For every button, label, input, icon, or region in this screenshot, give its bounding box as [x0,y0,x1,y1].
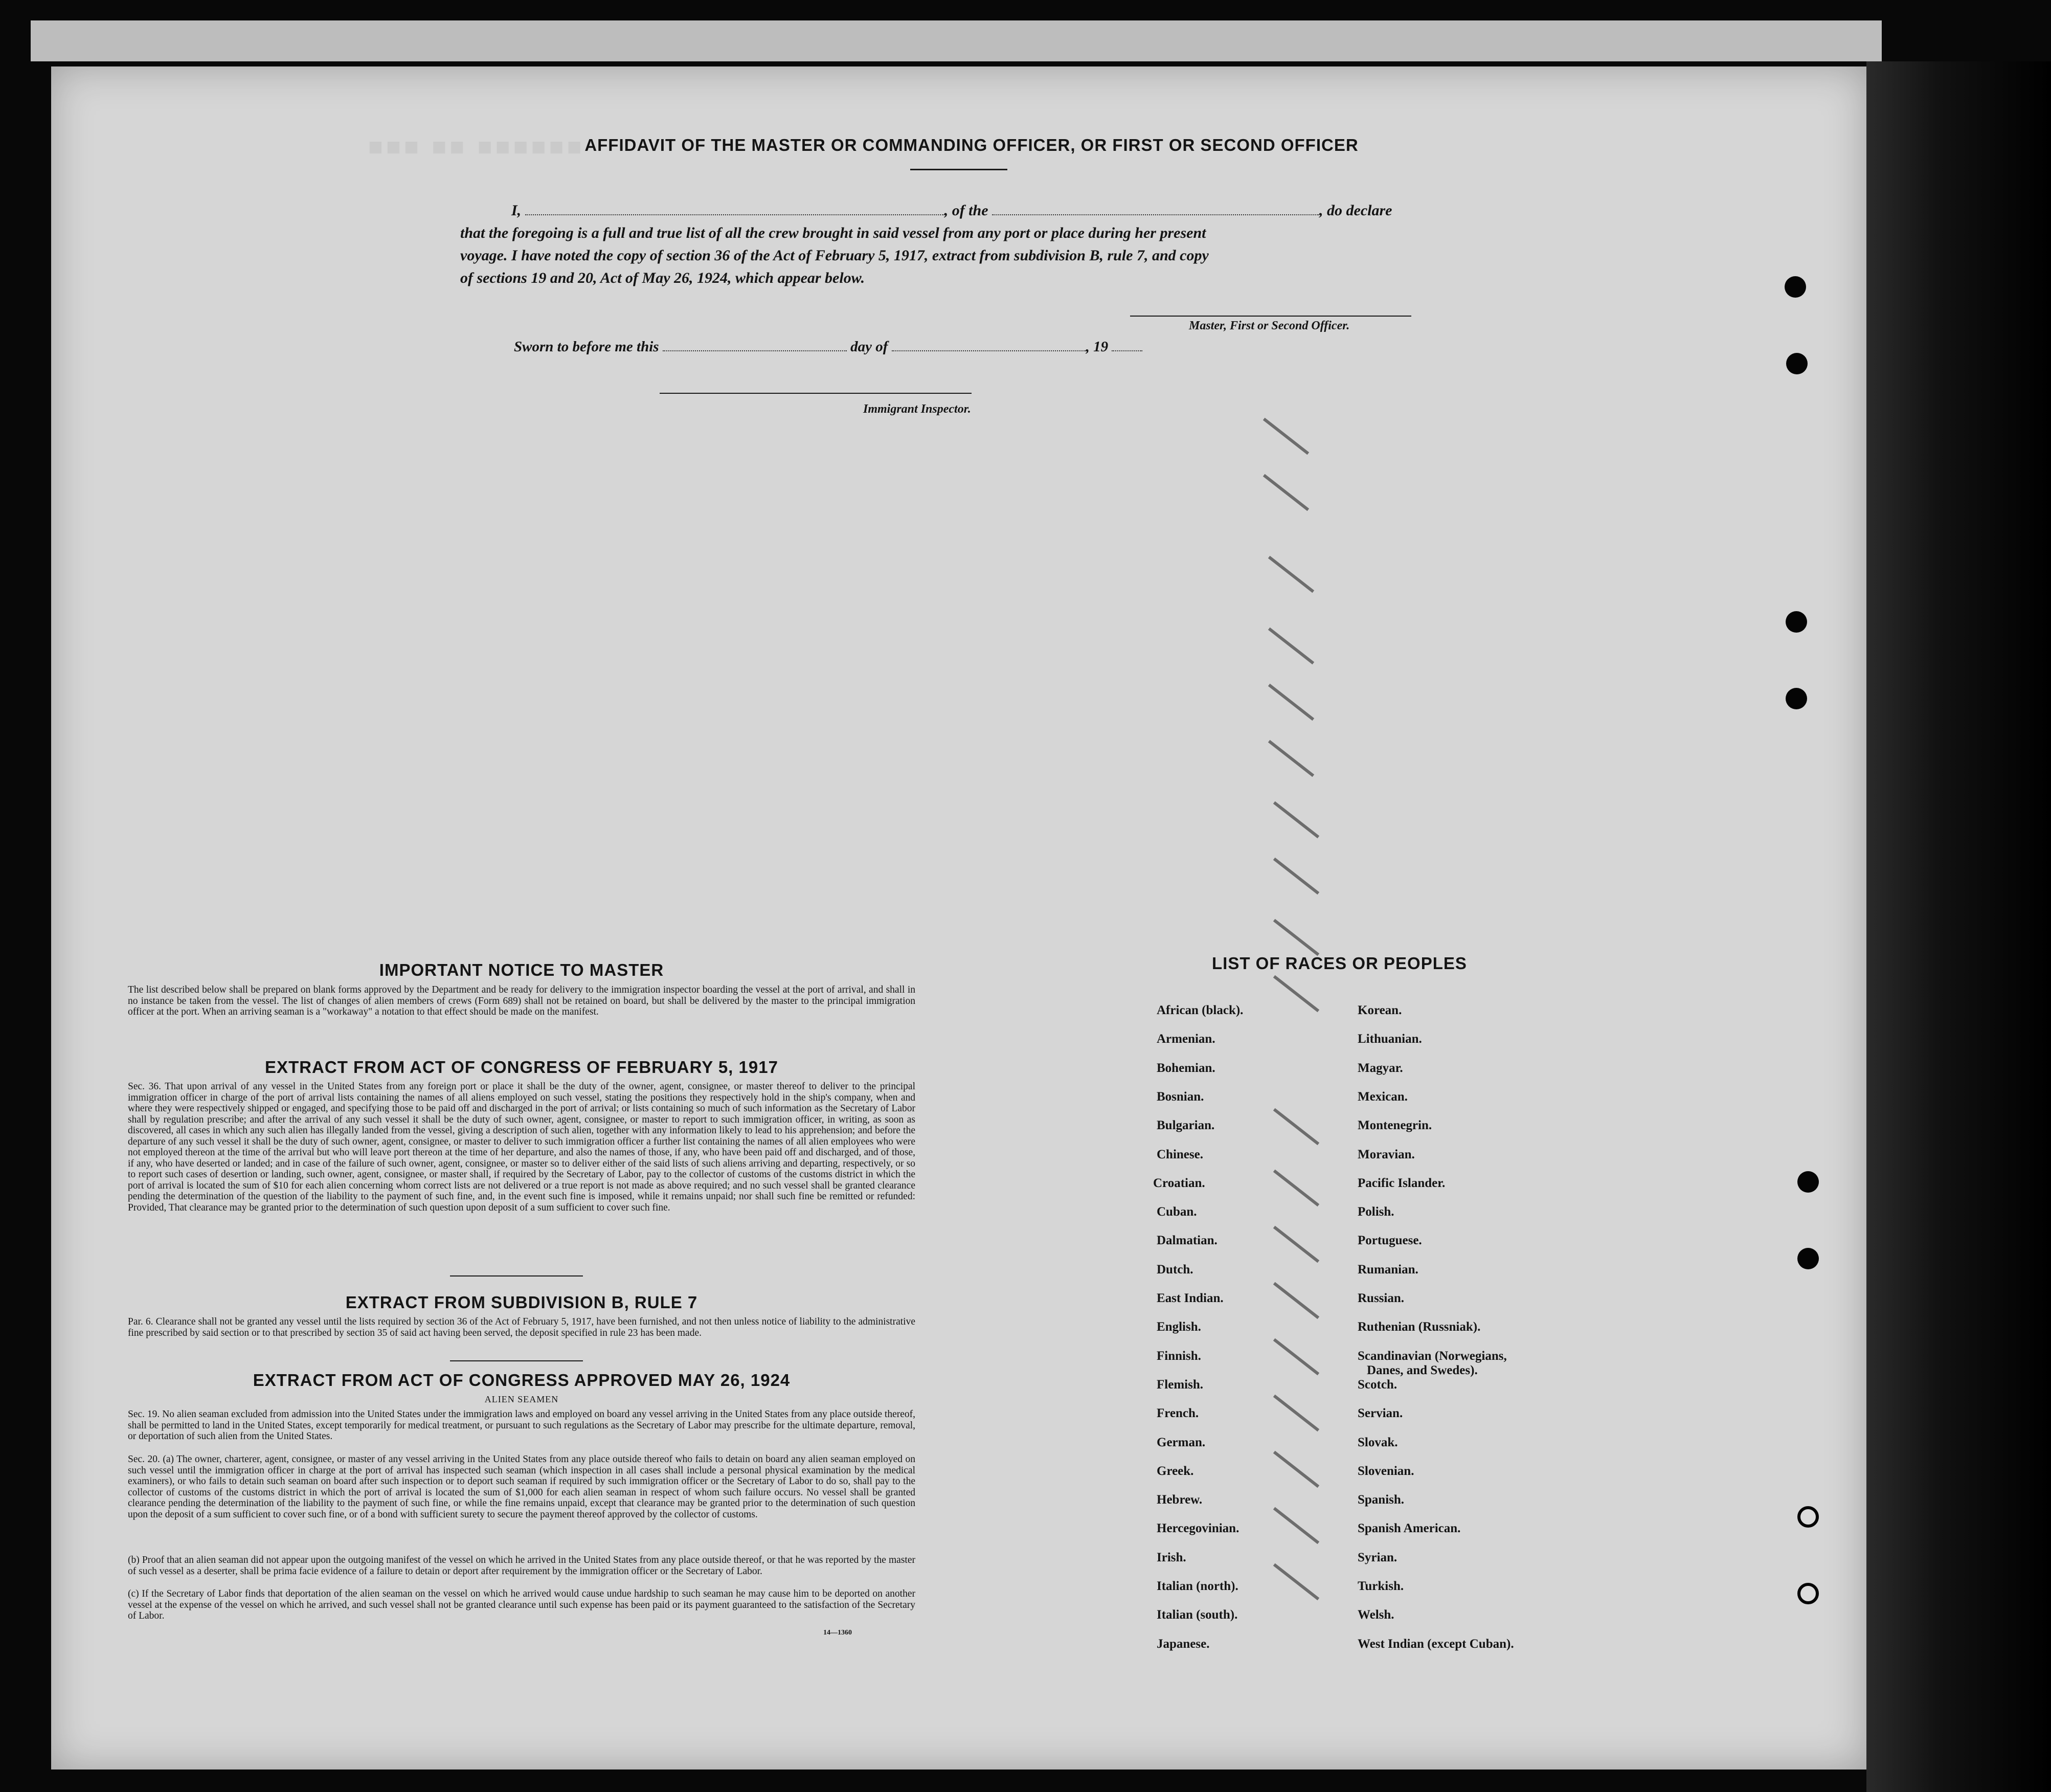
extract-1917-body: Sec. 36. That upon arrival of any vessel in the United States from any foreign port or place it shall be the duty of the owner, agent, consignee, or master thereof to deliver to the principal immigration officer in charge of the port of arrival lists containing the names of all aliens employed on such vessel, stating the positions they respectively hold in the ship's company, when and where they were respectively shipped or engaged, and specifying those to be paid off and discharged in the port of arrival; or lists containing so much of such information as the Secretary of Labor shall by regulation prescribe; and after the arrival of any such vessel it shall be the duty of such owner, agent, consignee, or master to report to such immigration officer, in writing, as soon as discovered, all cases in which any such alien has illegally landed from the vessel, giving a description of such alien, together with any information likely to lead to his apprehension; and before the departure of any such vessel it shall be the duty of such owner, agent, consignee, or master to deliver to such immigration officer a further list containing the names of all alien employees who were not employed thereon at the time of the arrival but who will leave port thereon at the time of her departure, and also the names of those, if any, who have been paid off and discharged, and of those, if any, who have deserted or landed; and in case of the failure of such owner, agent, consignee, or master so to deliver either of the said lists of such aliens arriving and departing, respectively, or so to report such cases of desertion or landing, such owner, agent, consignee, or master shall, if required by the Secretary of Labor, pay to the collector of customs of the customs district in which the port of arrival is located the sum of $10 for each alien concerning whom correct lists are not delivered or a true report is not made as above required; and no such vessel shall be granted clearance pending the determination of the question of the liability to the payment of such fine, and, in the event such fine is imposed, while it remains unpaid; nor shall such fine be remitted or refunded: Provided, That clearance may be granted prior to the determination of such question upon deposit of a sum sufficient to cover such fine. [128,1081,915,1213]
race-item: Chinese. [1157,1147,1203,1161]
notice-body: The list described below shall be prepared on blank forms approved by the Department and be ready for delivery to the immigration inspector boarding the vessel at the port of arrival, and shall in no instance be taken from the vessel. The list of changes of alien members of crews (Form 689) shall not be retained on board, but shall be delivered by the master to the principal immigration officer at the port. When an arriving seaman is a "workaway" a notation to that effect should be made on the manifest. [128,984,915,1017]
pen-mark [1273,1338,1319,1375]
punch-hole-icon [1786,688,1807,709]
race-item: Italian (south). [1157,1608,1238,1622]
pen-mark [1273,1108,1319,1145]
race-item [1358,1148,1415,1162]
race-item [1358,1090,1408,1104]
sworn-year-field[interactable] [1112,350,1142,351]
race-item [1358,1608,1394,1622]
sworn-month-field[interactable] [892,350,1086,351]
race-item [1358,1291,1404,1306]
pen-mark [1273,1395,1319,1431]
race-item: Bosnian. [1157,1089,1204,1104]
race-item: African (black). [1157,1003,1244,1017]
extract-1924-title: EXTRACT FROM ACT OF CONGRESS APPROVED MAY 26, 1924 [253,1371,791,1390]
inspector-label: Immigrant Inspector. [863,402,971,416]
race-item: Italian (north). [1157,1579,1238,1593]
race-item-label: Mexican. [1358,1089,1408,1104]
notice-title: IMPORTANT NOTICE TO MASTER [379,960,664,979]
pen-mark [1273,858,1319,894]
pen-mark [1268,556,1314,593]
sec-20c-text: (c) If the Secretary of Labor finds that deportation of the alien seaman on the vessel on which he arrived would cause undue hardship to such seaman he may cause him to be deported on another vessel at the expense of the vessel on which he arrived, and such vessel shall not be granted clearance until such expense has been paid or its payment guaranteed to the satisfaction of the Secretary of Labor. [128,1588,915,1621]
section-divider [450,1275,583,1276]
sworn-line [514,339,1142,355]
race-item: Japanese. [1157,1637,1210,1651]
day-of-label: day of [850,339,888,355]
race-item-label: Korean. [1358,1003,1402,1017]
race-item-label: Portuguese. [1358,1234,1422,1248]
race-item: Cuban. [1157,1205,1197,1219]
race-item-label: Polish. [1358,1205,1394,1219]
race-item [1358,1003,1402,1018]
bleed-through-heading: ■■■ ■■ ■■■■■■ [368,133,585,161]
race-item: Dutch. [1157,1262,1193,1276]
pen-mark [1263,474,1309,511]
master-signature-line[interactable] [1130,316,1411,317]
race-item-label: Russian. [1358,1291,1405,1305]
scan-right-shadow [1866,61,2051,1792]
race-item [1358,1205,1394,1219]
title-underline [910,169,1007,170]
race-item [1358,1378,1397,1392]
pen-mark [1273,1563,1319,1600]
pen-mark [1273,919,1319,956]
punch-hole-icon [1785,276,1806,298]
year-label: , 19 [1086,339,1109,355]
affidavit-i-label: I, [511,202,522,219]
race-item: Dalmatian. [1157,1234,1218,1248]
sworn-label: Sworn to before me this [514,339,659,355]
race-item: Bohemian. [1157,1061,1215,1075]
race-item-label: Slovak. [1358,1435,1398,1449]
punch-hole-icon [1786,611,1807,633]
inspector-signature-line[interactable] [660,393,972,394]
race-item [1358,1176,1445,1191]
race-item-label: Scotch. [1358,1377,1398,1392]
affidavit-statement [460,199,1457,289]
race-item-label: Rumanian. [1358,1262,1418,1276]
alien-seamen-subtitle: ALIEN SEAMEN [484,1394,559,1404]
race-item: English. [1157,1320,1201,1334]
sec-19-text: Sec. 19. No alien seaman excluded from admission into the United States under the immigration laws and employed on board any vessel arriving in the United States from any place outside thereof, shall be permitted to land in the United States, except temporarily for medical treatment, or pursuant to such regulations as the Secretary of Labor may prescribe for the ultimate departure, removal, or deportation of such alien from the United States. [128,1409,915,1442]
punch-hole-icon [1786,353,1808,374]
race-item-continuation: Danes, and Swedes). [1367,1363,1478,1377]
race-item-label: Turkish. [1358,1579,1404,1593]
race-item-label: Syrian. [1358,1550,1398,1564]
punch-hole-icon [1797,1171,1819,1193]
race-item [1358,1521,1460,1536]
race-item: Bulgarian. [1157,1118,1215,1133]
race-item-label: Slovenian. [1358,1464,1414,1478]
pen-mark [1263,418,1309,455]
scan-top-edge [31,20,1882,61]
race-item [1358,1061,1403,1076]
pen-mark [1273,1170,1319,1206]
race-item: East Indian. [1157,1291,1224,1305]
races-title: LIST OF RACES OR PEOPLES [1212,954,1467,973]
race-item [1358,1263,1418,1277]
race-item [1358,1349,1507,1378]
sworn-day-field[interactable] [663,350,847,351]
race-item [1358,1118,1432,1133]
race-item [1358,1493,1404,1507]
race-item: Greek. [1157,1464,1194,1478]
extract-rule7-body: Par. 6. Clearance shall not be granted any vessel until the lists required by section 36 of the Act of February 5, 1917, have been furnished, and not then unless notice of liability to the administrative fine prescribed by said section or to that prescribed by section 35 of said act having been served, the deposit specified in rule 23 has been made. [128,1316,915,1338]
race-item-label: Spanish American. [1358,1521,1461,1536]
race-item-label: Montenegrin. [1358,1118,1432,1133]
pen-mark [1273,1451,1319,1488]
punch-hole-icon [1797,1506,1819,1528]
race-item-label: Ruthenian (Russniak). [1358,1320,1481,1334]
race-item-label: West Indian (except Cuban). [1358,1637,1514,1651]
race-item [1358,1551,1397,1565]
race-item-label: Magyar. [1358,1061,1403,1075]
race-item-label: Scandinavian (Norwegians, [1358,1349,1507,1363]
race-item-label: Welsh. [1358,1608,1394,1622]
race-item [1358,1579,1404,1594]
race-item [1358,1406,1403,1421]
pen-mark [1268,740,1314,777]
sec-20b-text: (b) Proof that an alien seaman did not appear upon the outgoing manifest of the vessel on which he arrived in the United States from any place outside thereof, or that he was reported by the master of such vessel as a deserter, shall be prima facie evidence of a failure to detain or deport after requirement by the immigration officer or the Secretary of Labor. [128,1555,915,1577]
master-name-field[interactable] [525,214,944,215]
affidavit-of-the-label: , of the [944,202,988,219]
race-item [1358,1320,1480,1334]
form-number: 14—1360 [823,1629,852,1637]
pen-mark [1273,1226,1319,1263]
section-divider [450,1360,583,1361]
race-item [1358,1436,1398,1450]
race-item [1358,1637,1514,1651]
master-signature-label: Master, First or Second Officer. [1189,319,1350,332]
race-item: Hercegovinian. [1157,1521,1239,1536]
punch-hole-icon [1797,1248,1819,1269]
race-item: Hebrew. [1157,1493,1203,1507]
affidavit-line-3: of sections 19 and 20, Act of May 26, 1924, which appear below. [460,270,865,286]
race-item [1358,1032,1422,1046]
affidavit-title: AFFIDAVIT OF THE MASTER OR COMMANDING OFFICER, OR FIRST OR SECOND OFFICER [584,136,1359,154]
race-item [1358,1234,1422,1248]
race-item: Irish. [1157,1550,1186,1564]
vessel-name-field[interactable] [992,214,1319,215]
pen-mark [1273,1282,1319,1319]
pen-mark [1273,1507,1319,1544]
pen-mark [1273,975,1319,1012]
race-item-label: Pacific Islander. [1358,1176,1446,1190]
race-item-label: Spanish. [1358,1493,1405,1507]
pen-mark [1273,801,1319,838]
affidavit-line-2: voyage. I have noted the copy of section 36 of the Act of February 5, 1917, extract from subdivision B, rule 7, and copy [460,247,1209,264]
pen-mark [1268,628,1314,664]
race-item-label: Servian. [1358,1406,1403,1421]
race-item: Flemish. [1157,1377,1203,1392]
race-item: German. [1157,1435,1206,1449]
race-item [1358,1464,1414,1479]
punch-hole-icon [1797,1583,1819,1604]
extract-rule7-title: EXTRACT FROM SUBDIVISION B, RULE 7 [345,1293,698,1312]
extract-1917-title: EXTRACT FROM ACT OF CONGRESS OF FEBRUARY 5, 1917 [265,1058,778,1077]
sec-20a-text: Sec. 20. (a) The owner, charterer, agent, consignee, or master of any vessel arriving in the United States from any place outside thereof who fails to detain on board any alien seaman employed on such vessel until the immigration officer in charge at the port of arrival has inspected such seaman (which inspection in all cases shall include a personal physical examination by the medical examiners), or who fails to detain such seaman on board after such inspection or to deport such seaman if required by such immigration officer or the Secretary of Labor to do so, shall pay to the collector of customs of the customs district in which the port of arrival is located the sum of $1,000 for each alien seaman in respect of whom such failure occurs. No vessel shall be granted clearance pending the determination of the liability to the payment of such fine, or while the fine remains unpaid, except that clearance may be granted prior to the determination of such question upon the deposit of a sum sufficient to cover such fine, or of a bond with sufficient surety to secure the payment thereof approved by the collector of customs. [128,1454,915,1520]
affidavit-line-1: that the foregoing is a full and true list of all the crew brought in said vessel from any port or place during her present [460,225,1206,241]
race-item: Croatian. [1153,1176,1205,1190]
race-item: Armenian. [1157,1032,1215,1046]
race-item: Finnish. [1157,1349,1201,1363]
affidavit-declare-label: , do declare [1319,202,1392,219]
race-item: French. [1157,1406,1199,1421]
race-item-label: Moravian. [1358,1147,1415,1161]
race-item-label: Lithuanian. [1358,1032,1422,1046]
pen-mark [1268,684,1314,721]
